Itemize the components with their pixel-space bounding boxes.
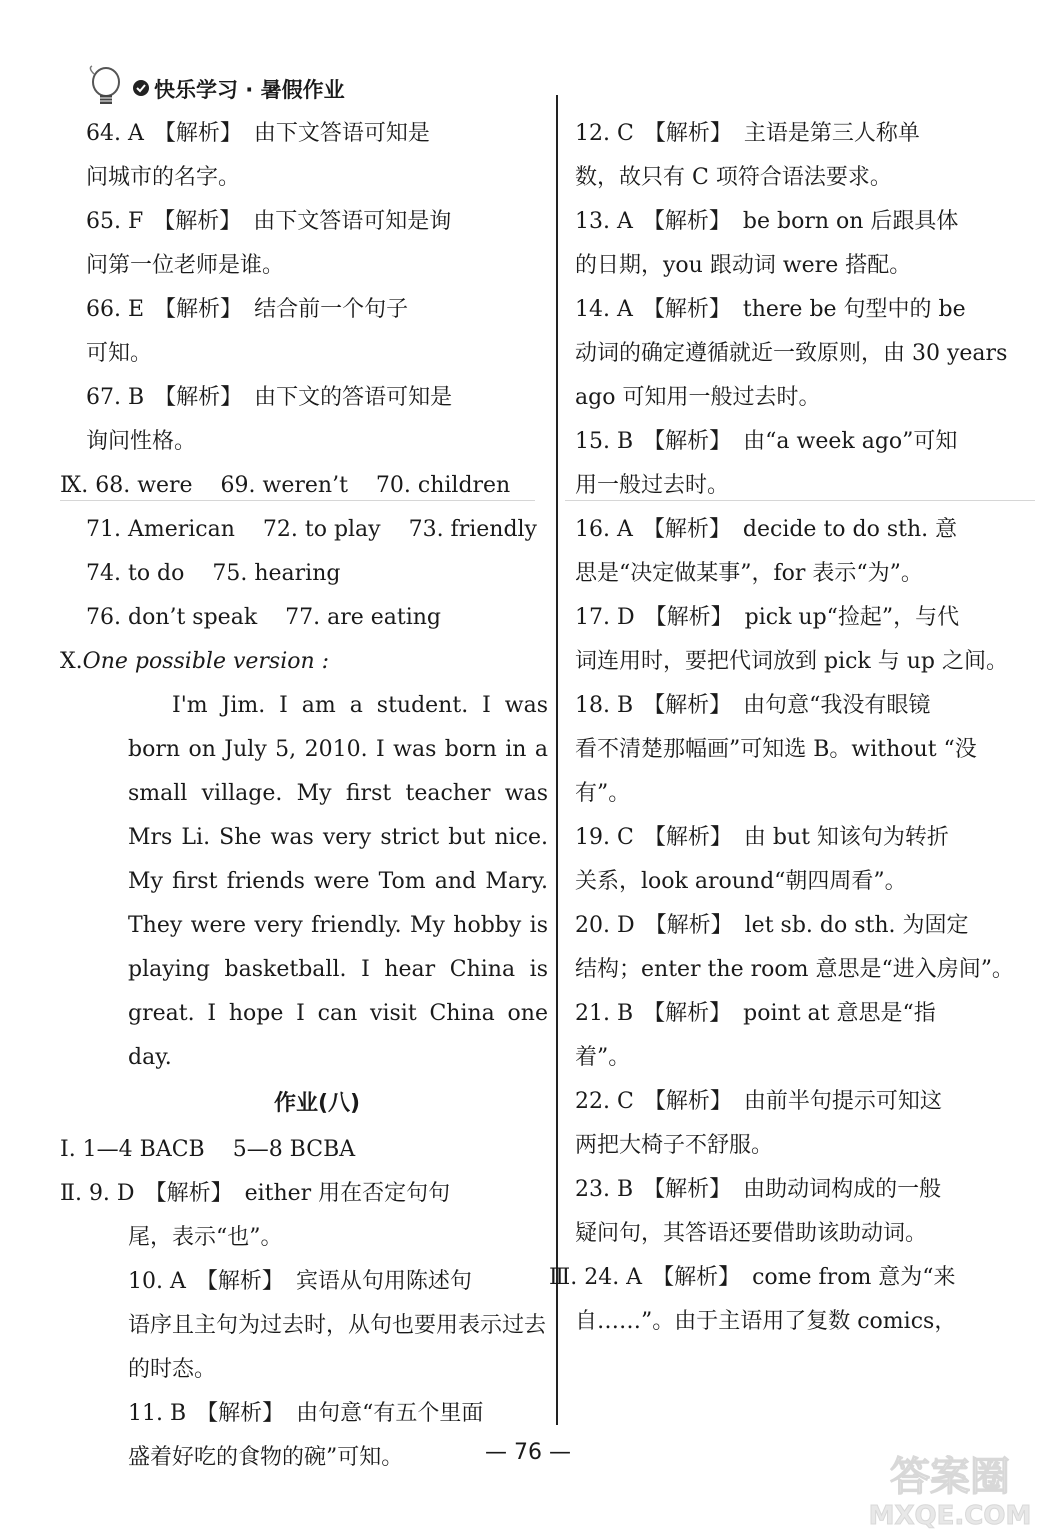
item-text: let sb. do sth. 为固定 <box>744 913 969 938</box>
item-number: 21. B <box>575 1001 634 1026</box>
item-continuation: 关系，look around“朝四周看”。 <box>575 869 907 894</box>
analysis-tag: 【解析】 <box>643 1177 732 1202</box>
watermark-url: MXQE.COM <box>868 1501 1032 1530</box>
item-text: point at 意思是“指 <box>743 1001 936 1026</box>
header-title: 快乐学习 · 暑假作业 <box>154 78 345 102</box>
item-continuation: 疑问句，其答语还要借助该助动词。 <box>575 1221 928 1246</box>
analysis-tag: 【解析】 <box>643 429 732 454</box>
item-text: 由句意“有五个里面 <box>296 1401 484 1426</box>
item-continuation: 尾，表示“也”。 <box>128 1225 283 1250</box>
item-number: 12. C <box>575 121 634 146</box>
page-header <box>84 64 484 114</box>
item-continuation: 用一般过去时。 <box>575 473 730 498</box>
section-x-label: Ⅹ. <box>60 649 83 674</box>
item-number: 16. A <box>575 517 633 542</box>
analysis-tag: 【解析】 <box>643 1089 732 1114</box>
item-continuation: 思是“决定做某事”，for 表示“为”。 <box>575 561 923 586</box>
item-number: 66. E <box>86 297 145 322</box>
analysis-tag: 【解析】 <box>643 1001 732 1026</box>
item-text: 宾语从句用陈述句 <box>295 1269 472 1294</box>
section-ix-line: 74. to do 75. hearing <box>86 561 341 586</box>
item-text: 由下文答语可知是 <box>253 121 430 146</box>
item-number: 11. B <box>128 1401 187 1426</box>
item-number: 22. C <box>575 1089 634 1114</box>
item-continuation: 问第一位老师是谁。 <box>86 253 285 278</box>
answer-item <box>549 1256 1020 1344</box>
section-ix-line: 76. don’t speak 77. are eating <box>86 605 442 630</box>
item-continuation: 看不清楚那幅画”可知选 B。without “没有”。 <box>575 737 977 806</box>
item-continuation: 动词的确定遵循就近一致原则，由 30 years ago 可知用一般过去时。 <box>575 341 1008 410</box>
answer-item <box>86 200 548 288</box>
item-text: either 用在否定句句 <box>244 1181 451 1206</box>
item-number: 14. A <box>575 297 633 322</box>
item-number: Ⅱ. 9. D <box>60 1181 135 1206</box>
column-divider <box>556 95 558 1425</box>
answer-item <box>575 288 1020 420</box>
check-circle-icon <box>132 79 150 97</box>
sample-essay: I'm Jim. I am a student. I was born on July 5, 2010. I was born in a small village. My first teacher was Mrs Li. She was very strict but nice. My first friends were Tom and Mary. They were very friendly. My hobby is playing basketball. I hear China is great. I hope I can visit China one day. <box>128 693 548 1070</box>
analysis-tag: 【解析】 <box>154 297 243 322</box>
analysis-tag: 【解析】 <box>144 1181 233 1206</box>
item-number: 23. B <box>575 1177 634 1202</box>
analysis-tag: 【解析】 <box>642 297 731 322</box>
watermark-logo <box>860 1446 1040 1530</box>
item-continuation: 两把大椅子不舒服。 <box>575 1133 774 1158</box>
item-text: decide to do sth. 意 <box>742 517 958 542</box>
watermark-text: 答案圈 <box>890 1454 1010 1500</box>
item-text: be born on 后跟具体 <box>742 209 959 234</box>
answer-item <box>575 904 1020 992</box>
analysis-tag: 【解析】 <box>643 693 732 718</box>
answer-item <box>575 1080 1020 1168</box>
item-number: 15. B <box>575 429 634 454</box>
item-number: 64. A <box>86 121 144 146</box>
item-continuation: 可知。 <box>86 341 153 366</box>
analysis-tag: 【解析】 <box>643 121 732 146</box>
answer-item <box>86 112 548 200</box>
answer-item <box>575 508 1020 596</box>
item-number: 18. B <box>575 693 634 718</box>
item-continuation: 词连用时，要把代词放到 pick 与 up 之间。 <box>575 649 1008 674</box>
section-ix-line: Ⅸ. 68. were 69. weren’t 70. children <box>60 473 511 498</box>
item-number: 67. B <box>86 385 145 410</box>
answer-item <box>575 420 1020 508</box>
item-number: 20. D <box>575 913 635 938</box>
item-text: 由助动词构成的一般 <box>743 1177 942 1202</box>
bulb-logo-icon <box>84 64 130 110</box>
answer-item <box>86 376 548 464</box>
answer-item <box>575 596 1020 684</box>
item-number: 13. A <box>575 209 633 234</box>
right-column <box>549 112 1020 1344</box>
page-number: — 76 — <box>485 1440 571 1465</box>
analysis-tag: 【解析】 <box>153 121 242 146</box>
item-continuation: 问城市的名字。 <box>86 165 241 190</box>
section-ix-line: 71. American 72. to play 73. friendly <box>86 517 537 542</box>
answer-item <box>86 1392 548 1480</box>
item-text: pick up“捡起”，与代 <box>744 605 960 630</box>
analysis-tag: 【解析】 <box>642 209 731 234</box>
item-number: 65. F <box>86 209 144 234</box>
item-text: 由前半句提示可知这 <box>743 1089 942 1114</box>
possible-version-label: One possible version : <box>82 649 330 674</box>
answer-item <box>575 816 1020 904</box>
answer-item <box>575 992 1020 1080</box>
item-number: 19. C <box>575 825 634 850</box>
answer-item <box>86 1260 548 1392</box>
item-continuation: 结构；enter the room 意思是“进入房间”。 <box>575 957 1014 982</box>
section-x-heading <box>60 640 548 684</box>
item-text: 由“a week ago”可知 <box>743 429 958 454</box>
analysis-tag: 【解析】 <box>643 825 732 850</box>
analysis-tag: 【解析】 <box>154 385 243 410</box>
item-continuation: 询问性格。 <box>86 429 197 454</box>
section-i-answers: Ⅰ. 1—4 BACB 5—8 BCBA <box>60 1137 356 1162</box>
item-text: 由下文答语可知是询 <box>253 209 452 234</box>
item-text: come from 意为“来 <box>752 1265 956 1290</box>
section-title: 作业(八) <box>273 1091 361 1116</box>
item-number: 10. A <box>128 1269 186 1294</box>
item-continuation: 着”。 <box>575 1045 631 1070</box>
analysis-tag: 【解析】 <box>644 605 733 630</box>
answer-item <box>86 288 548 376</box>
analysis-tag: 【解析】 <box>196 1401 285 1426</box>
item-text: there be 句型中的 be <box>742 297 966 322</box>
analysis-tag: 【解析】 <box>644 913 733 938</box>
item-number: 17. D <box>575 605 635 630</box>
item-text: 由句意“我没有眼镜 <box>743 693 931 718</box>
answer-item <box>575 1168 1020 1256</box>
answer-item <box>575 200 1020 288</box>
answer-item <box>575 112 1020 200</box>
item-text: 由下文的答语可知是 <box>254 385 453 410</box>
analysis-tag: 【解析】 <box>153 209 242 234</box>
analysis-tag: 【解析】 <box>652 1265 741 1290</box>
item-continuation: 自……”。由于主语用了复数 comics， <box>575 1309 957 1334</box>
item-text: 结合前一个句子 <box>254 297 409 322</box>
item-text: 主语是第三人称单 <box>743 121 920 146</box>
answer-item <box>60 1172 548 1260</box>
answer-item <box>575 684 1020 816</box>
item-continuation: 语序且主句为过去时，从句也要用表示过去的时态。 <box>128 1313 547 1382</box>
item-continuation: 盛着好吃的食物的碗”可知。 <box>128 1445 404 1470</box>
analysis-tag: 【解析】 <box>195 1269 284 1294</box>
item-text: 由 but 知该句为转折 <box>743 825 949 850</box>
item-continuation: 数，故只有 C 项符合语法要求。 <box>575 165 892 190</box>
item-number: Ⅲ. 24. A <box>549 1265 643 1290</box>
left-column <box>60 112 548 1480</box>
analysis-tag: 【解析】 <box>642 517 731 542</box>
item-continuation: 的日期，you 跟动词 were 搭配。 <box>575 253 912 278</box>
